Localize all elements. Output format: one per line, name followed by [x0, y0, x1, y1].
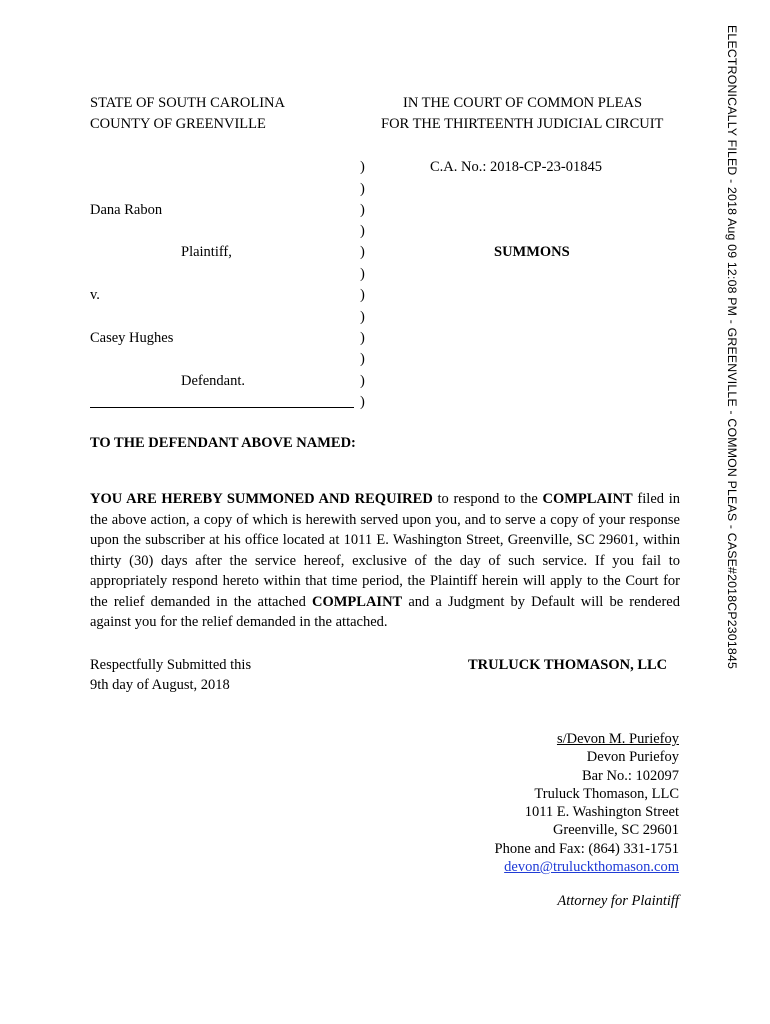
caption-paren: )	[360, 351, 365, 367]
document-title: SUMMONS	[494, 244, 570, 260]
caption-paren: )	[360, 266, 365, 282]
attorney-firm: Truluck Thomason, LLC	[534, 785, 679, 802]
summons-lead: YOU ARE HEREBY SUMMONED AND REQUIRED	[90, 491, 433, 507]
complaint-ref: COMPLAINT	[542, 491, 633, 507]
attorney-role: Attorney for Plaintiff	[557, 893, 679, 910]
caption-paren: )	[360, 394, 365, 410]
versus-label: v.	[90, 287, 100, 303]
caption-paren: )	[360, 159, 365, 175]
attorney-name: Devon Puriefoy	[586, 749, 679, 766]
firm-name: TRULUCK THOMASON, LLC	[468, 657, 668, 673]
email-link[interactable]: devon@truluckthomason.com	[504, 859, 679, 876]
submitted-line-2: 9th day of August, 2018	[90, 677, 230, 693]
caption-paren: )	[360, 223, 365, 239]
firm-street: 1011 E. Washington Street	[524, 804, 679, 821]
electronic-filing-stamp: ELECTRONICALLY FILED - 2018 Aug 09 12:08 PM - GREENVILLE - COMMON PLEAS - CASE#2018CP2301845	[725, 25, 739, 670]
circuit-heading: FOR THE THIRTEENTH JUDICIAL CIRCUIT	[381, 116, 664, 132]
body-text-3: and a Judgment by Default will be rendered against you for the relief demanded in the attached.	[90, 593, 680, 630]
caption-paren: )	[360, 202, 365, 218]
caption-paren: )	[360, 309, 365, 325]
caption-rule	[90, 407, 354, 408]
case-number: C.A. No.: 2018-CP-23-01845	[430, 159, 602, 175]
caption-paren: )	[360, 330, 365, 346]
defendant-name: Casey Hughes	[90, 330, 174, 346]
phone-fax: Phone and Fax: (864) 331-1751	[494, 840, 679, 857]
caption-paren: )	[360, 287, 365, 303]
caption-paren: )	[360, 181, 365, 197]
caption-paren: )	[360, 244, 365, 260]
plaintiff-label: Plaintiff,	[181, 244, 232, 260]
caption-paren: )	[360, 373, 365, 389]
submitted-line-1: Respectfully Submitted this	[90, 657, 252, 673]
complaint-ref: COMPLAINT	[311, 593, 403, 610]
signature-block	[495, 730, 679, 911]
plaintiff-name: Dana Rabon	[90, 202, 163, 218]
court-heading: IN THE COURT OF COMMON PLEAS	[403, 95, 643, 111]
state-heading: STATE OF SOUTH CAROLINA	[90, 95, 285, 111]
firm-city: Greenville, SC 29601	[552, 822, 679, 839]
county-heading: COUNTY OF GREENVILLE	[90, 116, 266, 132]
salutation: TO THE DEFENDANT ABOVE NAMED:	[90, 435, 356, 451]
defendant-label: Defendant.	[181, 373, 246, 389]
summons-paragraph	[90, 489, 680, 633]
bar-number: Bar No.: 102097	[581, 767, 679, 784]
electronic-signature: s/Devon M. Puriefoy	[556, 731, 679, 747]
body-text-2: filed in the above action, a copy of which is herewith served upon you, and to serve a copy of your response upon the subscriber at his office located at 1011 E. Washington Street, Greenville, SC 29601, within thirty (30) days after the service hereof, exclusive of the day of such service. If you fail to appropriately respond hereto within that time period, the Plaintiff herein will apply to the Court for the relief demanded in the attached	[90, 491, 680, 610]
body-text-1: to respond to the	[432, 491, 543, 507]
